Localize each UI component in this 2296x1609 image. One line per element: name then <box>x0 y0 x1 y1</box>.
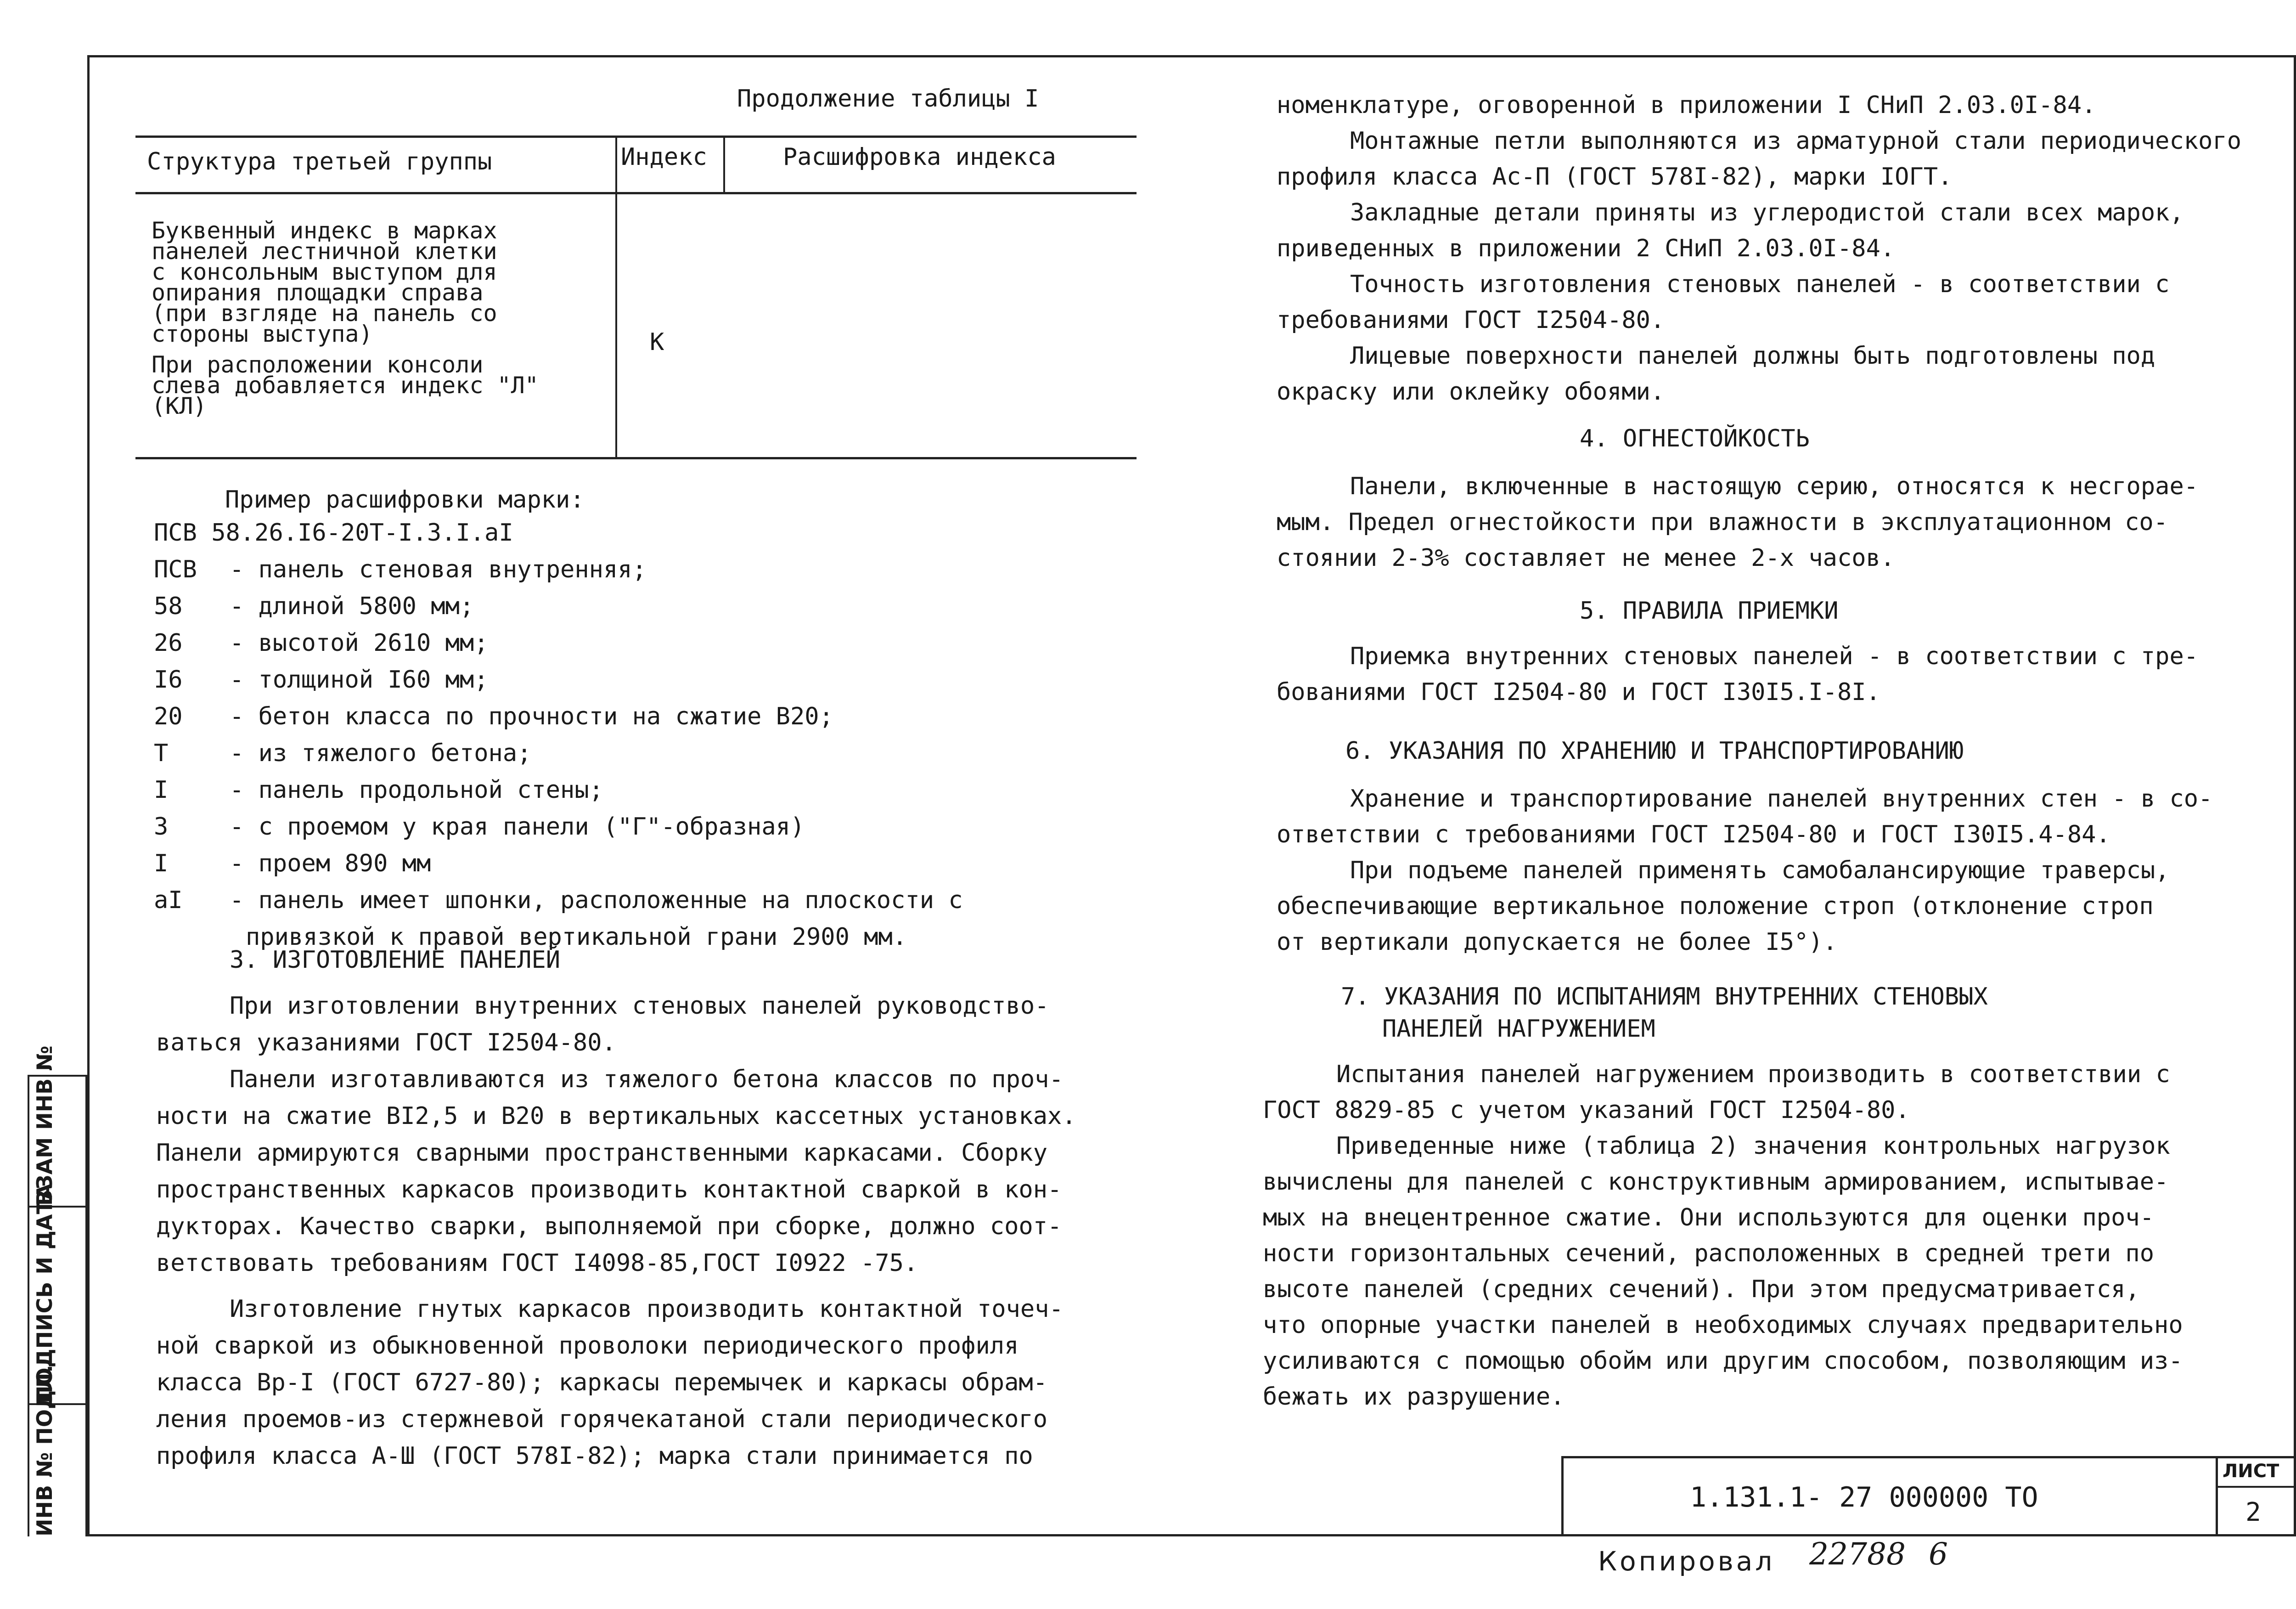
section7-line: бежать их разрушение. <box>1263 1383 1565 1411</box>
table-col-divider-2 <box>723 135 725 193</box>
side-strip <box>28 1045 106 1536</box>
section7-line: вычислены для панелей с конструктивным армированием, испытывае- <box>1263 1168 2169 1196</box>
table-row-line: (КЛ) <box>152 393 207 419</box>
example-item <box>154 625 907 661</box>
example-code: 3 <box>154 813 169 841</box>
section3-line: дукторах. Качество сварки, выполняемой при сборке, должно соот- <box>156 1213 1062 1240</box>
table-row-line: с консольным выступом для <box>152 259 497 285</box>
example-code: 20 <box>154 703 183 730</box>
example-desc: - панель стеновая внутренняя; <box>230 556 647 583</box>
section3-line: ветствовать требованиям ГОСТ I4098-85,ГОСТ I0922 -75. <box>156 1249 918 1277</box>
section7-line: ности горизонтальных сечений, расположенных в средней трети по <box>1263 1240 2155 1267</box>
sheet-label: ЛИСТ <box>2223 1461 2279 1482</box>
side-cell-inv <box>28 1365 87 1536</box>
example-desc: - панель продольной стены; <box>230 776 603 804</box>
side-label-sign: ПОДПИСЬ И ДАТА <box>32 1183 57 1403</box>
table-row-text <box>152 217 539 419</box>
example-item <box>154 772 907 808</box>
section3-line: профиля класса А-Ш (ГОСТ 578I-82); марка стали принимается по <box>156 1442 1033 1470</box>
example-item <box>154 845 907 882</box>
footer-format: 6 <box>1929 1536 1948 1572</box>
section4-line: Панели, включенные в настоящую серию, относятся к несгорае- <box>1350 473 2199 500</box>
section4-line: стоянии 2-3% составляет не менее 2-х часов. <box>1277 544 1895 572</box>
stamp-top-line <box>1561 1456 2296 1458</box>
section3-body <box>156 988 1076 1474</box>
example-code: I <box>154 850 169 877</box>
section3-line: ваться указаниями ГОСТ I2504-80. <box>156 1029 616 1056</box>
table-row-line: Буквенный индекс в марках <box>152 217 497 244</box>
doc-designation: 1.131.1- 27 000000 ТО <box>1690 1481 2038 1513</box>
table-header-decode: Расшифровка индекса <box>783 143 1056 171</box>
example-list <box>154 551 963 955</box>
section6-line: ответствии с требованиями ГОСТ I2504-80 и ГОСТ I30I5.4-84. <box>1277 821 2110 848</box>
section3-heading: 3. ИЗГОТОВЛЕНИЕ ПАНЕЛЕЙ <box>230 946 561 974</box>
example-item <box>154 588 907 625</box>
section7-line: Испытания панелей нагружением производить в соответствии с <box>1336 1061 2170 1088</box>
section4-line: мым. Предел огнестойкости при влажности в эксплуатационном со- <box>1277 508 2168 536</box>
section5-body <box>1277 638 2198 710</box>
section4-body <box>1277 469 2198 576</box>
table-row-line: слева добавляется индекс "Л" <box>152 372 539 399</box>
side-label-inv: ИНВ № ПОДЛ. <box>32 1365 57 1536</box>
example-item <box>154 882 963 919</box>
example-code: 58 <box>154 593 183 620</box>
example-title: Пример расшифровки марки: <box>225 486 585 514</box>
stamp-left-line <box>1561 1456 1564 1536</box>
section5-line: Приемка внутренних стеновых панелей - в соответствии с тре- <box>1350 643 2199 670</box>
example-desc: - проем 890 мм <box>230 850 431 877</box>
right-top-body <box>1277 87 2241 410</box>
table-row-index: К <box>650 328 664 356</box>
example-item <box>154 735 907 772</box>
example-desc: - длиной 5800 мм; <box>230 593 474 620</box>
example-desc: - толщиной I60 мм; <box>230 666 489 694</box>
right-line: требованиями ГОСТ I2504-80. <box>1277 306 1665 334</box>
section3-line: ности на сжатие BI2,5 и B20 в вертикальных кассетных установках. <box>156 1102 1076 1130</box>
side-label-vzam: ВЗАМ ИНВ № <box>32 1045 57 1206</box>
table-row-line: (при взгляде на панель со <box>152 300 497 327</box>
section3-line: Панели армируются сварными пространственными каркасами. Сборку <box>156 1139 1048 1167</box>
section7-line: что опорные участки панелей в необходимых случаях предварительно <box>1263 1311 2183 1339</box>
section7-line: ГОСТ 8829-85 с учетом указаний ГОСТ I2504-80. <box>1263 1096 1910 1124</box>
example-item-cont: привязкой к правой вертикальной грани 2900 мм. <box>246 923 907 951</box>
section5-line: бованиями ГОСТ I2504-80 и ГОСТ I30I5.I-8I. <box>1277 678 1880 706</box>
right-line: Монтажные петли выполняются из арматурной стали периодического <box>1350 127 2242 155</box>
right-line: Лицевые поверхности панелей должны быть подготовлены под <box>1350 342 2155 370</box>
section7-heading-2: ПАНЕЛЕЙ НАГРУЖЕНИЕМ <box>1382 1015 1655 1043</box>
sheet-number: 2 <box>2245 1497 2261 1527</box>
example-code: 26 <box>154 629 183 657</box>
stamp-sheet-divider <box>2216 1456 2218 1536</box>
footer-copied: Копировал <box>1598 1546 1775 1577</box>
example-mark: ПСВ 58.26.I6-20Т-I.3.I.aI <box>154 519 513 547</box>
section7-body <box>1263 1056 2183 1415</box>
table-caption: Продолжение таблицы I <box>737 85 1039 113</box>
table-header-index: Индекс <box>621 143 707 171</box>
example-item <box>154 551 907 588</box>
table-top-line <box>135 135 1137 138</box>
section6-body <box>1277 781 2212 960</box>
footer-number: 22788 <box>1809 1536 1906 1572</box>
stamp-sheet-hline <box>2216 1486 2296 1488</box>
right-line: профиля класса Ас-П (ГОСТ 578I-82), марки IОГТ. <box>1277 163 1953 191</box>
section6-line: от вертикали допускается не более I5°). <box>1277 928 1837 956</box>
example-code: I6 <box>154 666 183 694</box>
section6-line: обеспечивающие вертикальное положение строп (отклонение строп <box>1277 892 2154 920</box>
example-desc: - высотой 2610 мм; <box>230 629 489 657</box>
right-line: номенклатуре, оговоренной в приложении I СНиП 2.03.0I-84. <box>1277 91 2096 119</box>
example-desc: - из тяжелого бетона; <box>230 740 532 767</box>
table-header-structure: Структура третьей группы <box>147 148 492 175</box>
section6-line: При подъеме панелей применять самобалансирующие траверсы, <box>1350 857 2170 884</box>
example-code: ПСВ <box>154 556 197 583</box>
right-line: приведенных в приложении 2 СНиП 2.03.0I-84. <box>1277 235 1895 262</box>
table-bottom-line <box>135 457 1137 459</box>
section4-heading: 4. ОГНЕСТОЙКОСТЬ <box>1580 425 1810 452</box>
section7-line: Приведенные ниже (таблица 2) значения контрольных нагрузок <box>1336 1132 2170 1160</box>
example-code: aI <box>154 886 183 914</box>
section6-line: Хранение и транспортирование панелей внутренних стен - в со- <box>1350 785 2213 813</box>
table-row-line: панелей лестничной клетки <box>152 238 497 265</box>
section7-line: мых на внецентренное сжатие. Они используются для оценки проч- <box>1263 1204 2155 1231</box>
example-code: Т <box>154 740 169 767</box>
section3-line: ной сваркой из обыкновенной проволоки периодического профиля <box>156 1332 1019 1360</box>
example-desc: - панель имеет шпонки, расположенные на плоскости с <box>230 886 963 914</box>
example-item <box>154 661 907 698</box>
section3-line: При изготовлении внутренних стеновых панелей руководство- <box>230 992 1049 1020</box>
example-desc: - с проемом у края панели ("Г"-образная) <box>230 813 805 841</box>
table-row-line: опирания площадки справа <box>152 279 484 306</box>
section3-line: класса Вр-I (ГОСТ 6727-80); каркасы перемычек и каркасы обрам- <box>156 1369 1048 1396</box>
section5-heading: 5. ПРАВИЛА ПРИЕМКИ <box>1580 597 1839 625</box>
right-line: окраску или оклейку обоями. <box>1277 378 1665 406</box>
section3-line: ления проемов-из стержневой горячекатаной стали периодического <box>156 1406 1048 1433</box>
table-row-line: стороны выступа) <box>152 321 373 347</box>
section3-line: Панели изготавливаются из тяжелого бетона классов по проч- <box>230 1066 1064 1093</box>
table-header-line <box>135 192 1137 194</box>
section3-line: Изготовление гнутых каркасов производить контактной точеч- <box>230 1295 1064 1323</box>
section7-heading-1: 7. УКАЗАНИЯ ПО ИСПЫТАНИЯМ ВНУТРЕННИХ СТЕНОВЫХ <box>1341 983 1988 1011</box>
example-item <box>154 698 907 735</box>
side-cell-vzam <box>28 1045 87 1206</box>
right-line: Закладные детали приняты из углеродистой стали всех марок, <box>1350 199 2184 226</box>
section7-line: усиливаются с помощью обойм или другим способом, позволяющим из- <box>1263 1347 2183 1375</box>
table-row-line: При расположении консоли <box>152 351 484 378</box>
example-desc: - бетон класса по прочности на сжатие В20; <box>230 703 833 730</box>
right-line: Точность изготовления стеновых панелей - в соответствии с <box>1350 271 2170 298</box>
section6-heading: 6. УКАЗАНИЯ ПО ХРАНЕНИЮ И ТРАНСПОРТИРОВАНИЮ <box>1345 737 1964 765</box>
side-cell-sign <box>28 1183 87 1403</box>
table-col-divider-1 <box>615 135 617 457</box>
example-code: I <box>154 776 169 804</box>
section7-line: высоте панелей (средних сечений). При этом предусматривается, <box>1263 1276 2140 1303</box>
section3-line: пространственных каркасов производить контактной сваркой в кон- <box>156 1176 1062 1203</box>
example-item <box>154 808 907 845</box>
